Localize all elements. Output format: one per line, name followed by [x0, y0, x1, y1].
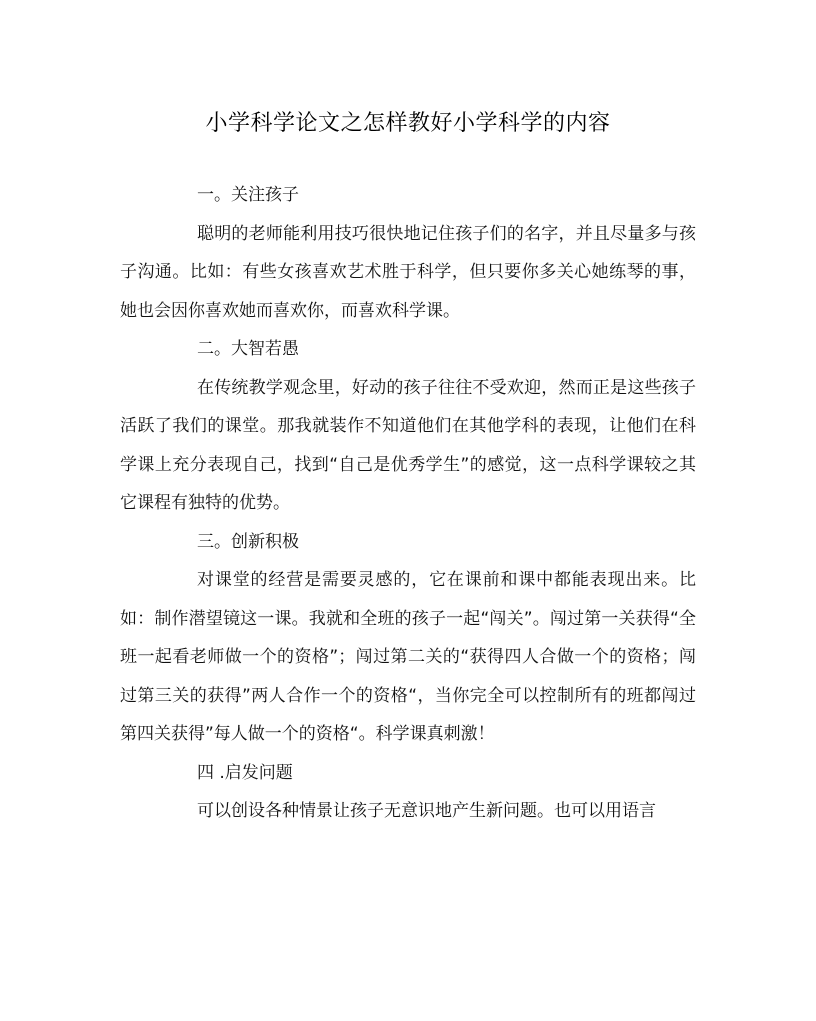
- section-paragraph-4: 可以创设各种情景让孩子无意识地产生新问题。也可以用语言: [197, 801, 656, 821]
- section-heading-1: 一。关注孩子: [197, 185, 299, 205]
- document-body: [120, 176, 696, 831]
- section-heading-2: 二。大智若愚: [197, 339, 299, 359]
- section-heading-4: 四 .启发问题: [197, 762, 293, 783]
- section-paragraph-1: 聪明的老师能利用技巧很快地记住孩子们的名字，并且尽量多与孩子沟通。比如：有些女孩喜欢艺术胜于科学，但只要你多关心她练琴的事，她也会因你喜欢她而喜欢你，而喜欢科学课。: [120, 223, 696, 321]
- section-paragraph-2: 在传统教学观念里，好动的孩子往往不受欢迎，然而正是这些孩子活跃了我们的课堂。那我就装作不知道他们在其他学科的表现，让他们在科学课上充分表现自己，找到“自己是优秀学生”的感觉，这一点科学课较之其它课程有独特的优势。: [120, 377, 696, 513]
- section-paragraph-3: 对课堂的经营是需要灵感的，它在课前和课中都能表现出来。比如：制作潜望镜这一课。我就和全班的孩子一起“闯关”。闯过第一关获得“全班一起看老师做一个的资格”；闯过第二关的“获得四人合做一个的资格；闯过第三关的获得”两人合作一个的资格“，当你完全可以控制所有的班都闯过第四关获得”每人做一个的资格“。科学课真刺激！: [120, 570, 696, 744]
- document-title: 小学科学论文之怎样教好小学科学的内容: [205, 111, 611, 136]
- section-heading-3: 三。创新积极: [197, 531, 299, 552]
